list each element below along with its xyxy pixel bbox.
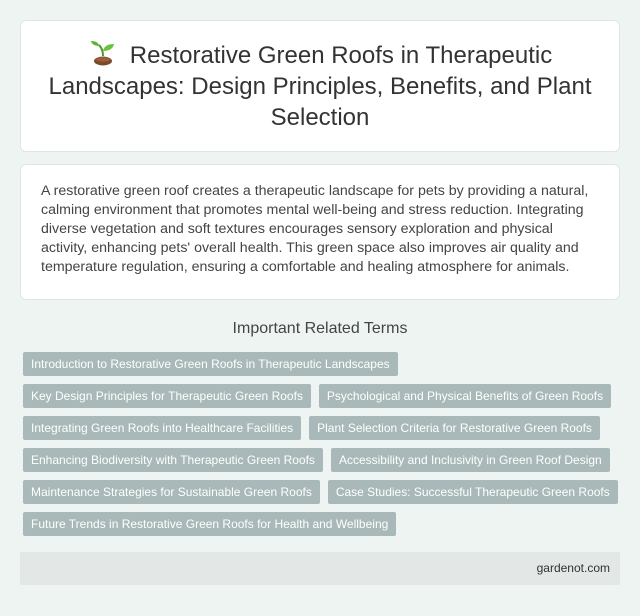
term-tag[interactable]: Plant Selection Criteria for Restorative Green Roofs — [309, 416, 600, 440]
term-row — [23, 512, 623, 536]
term-tag[interactable]: Psychological and Physical Benefits of Green Roofs — [319, 384, 611, 408]
term-tag[interactable]: Future Trends in Restorative Green Roofs for Health and Wellbeing — [23, 512, 396, 536]
term-tag[interactable]: Introduction to Restorative Green Roofs in Therapeutic Landscapes — [23, 352, 398, 376]
term-tag[interactable]: Accessibility and Inclusivity in Green Roof Design — [331, 448, 610, 472]
term-row — [23, 352, 623, 376]
term-row — [23, 384, 623, 408]
intro-paragraph: A restorative green roof creates a therapeutic landscape for pets by providing a natural, calming environment that promotes mental well-being and stress reduction. Integrating diverse vegetation and soft textures encourages sensory exploration and physical activity, enhancing pets' overall health. This green space also improves air quality and temperature regulation, ensuring a comfortable and healing atmosphere for animals. — [41, 183, 589, 275]
site-link[interactable]: gardenot.com — [536, 561, 610, 575]
term-tag[interactable]: Integrating Green Roofs into Healthcare Facilities — [23, 416, 301, 440]
sprout-icon — [88, 40, 118, 66]
term-tag[interactable]: Enhancing Biodiversity with Therapeutic Green Roofs — [23, 448, 323, 472]
term-tag[interactable]: Case Studies: Successful Therapeutic Green Roofs — [328, 480, 618, 504]
title-text: Restorative Green Roofs in Therapeutic Landscapes: Design Principles, Benefits, and Plant Selection — [48, 41, 592, 131]
related-terms-heading: Important Related Terms — [232, 320, 408, 337]
term-row — [23, 480, 623, 504]
term-tag[interactable]: Maintenance Strategies for Sustainable Green Roofs — [23, 480, 320, 504]
term-row — [23, 416, 623, 440]
term-tag[interactable]: Key Design Principles for Therapeutic Green Roofs — [23, 384, 311, 408]
page-title — [45, 40, 595, 133]
term-row — [23, 448, 623, 472]
related-terms-list — [23, 352, 623, 544]
title-card — [20, 20, 620, 152]
intro-card — [20, 164, 620, 300]
footer — [20, 552, 620, 585]
